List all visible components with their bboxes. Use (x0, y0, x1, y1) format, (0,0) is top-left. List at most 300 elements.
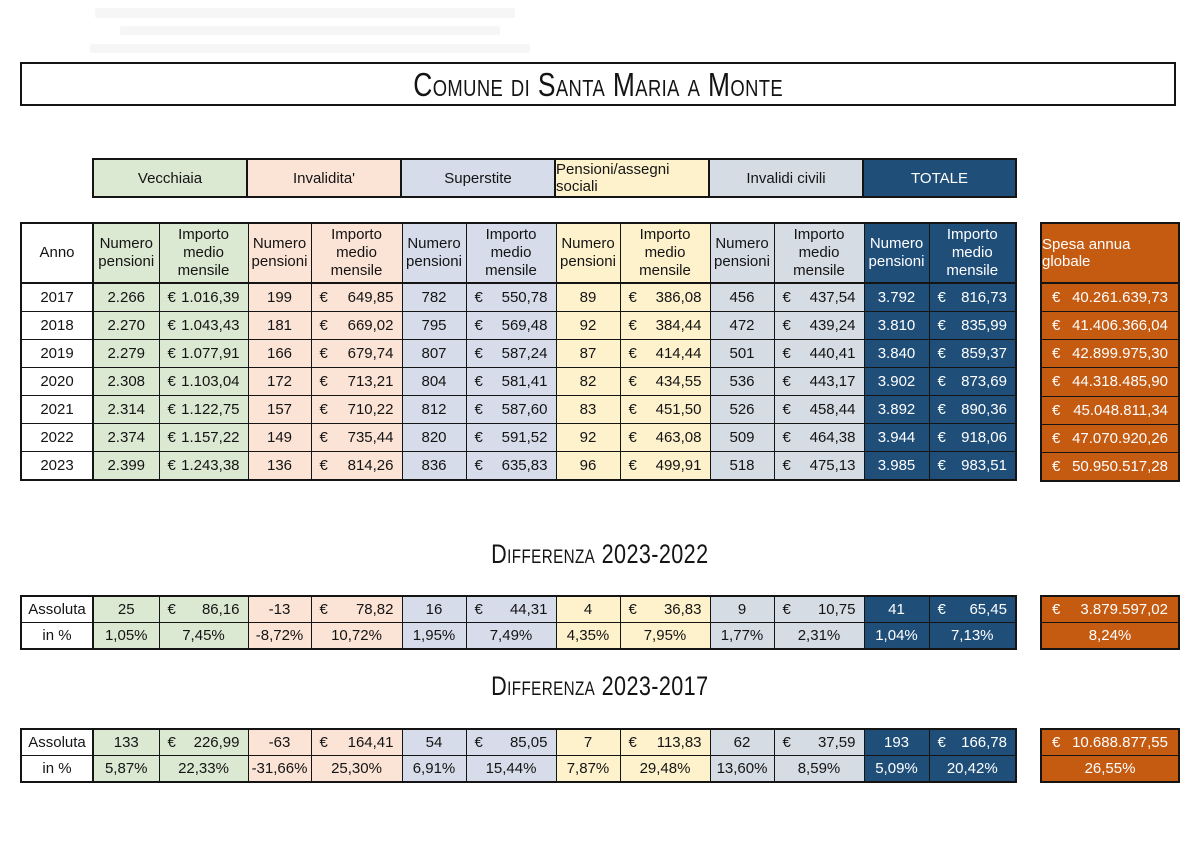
currency-value: 41.406.366,04 (1072, 317, 1168, 335)
numero-cell: 2.374 (93, 424, 159, 452)
diff-percent-cell: 7,95% (620, 623, 710, 650)
currency-value: 44.318.485,90 (1072, 373, 1168, 391)
euro-symbol: € (474, 428, 483, 446)
currency-value: 835,99 (961, 316, 1007, 334)
currency-cell (775, 457, 864, 475)
currency-value: 451,50 (655, 400, 702, 418)
currency-cell (467, 317, 556, 335)
currency-cell (775, 429, 864, 447)
currency-value: 581,41 (501, 372, 548, 390)
numero-cell: 87 (556, 340, 620, 368)
percent-row (21, 623, 1016, 650)
diff-spesa-percent-cell: 8,24% (1042, 622, 1178, 648)
euro-symbol: € (782, 733, 791, 751)
importo-cell (774, 452, 864, 481)
euro-symbol: € (474, 456, 483, 474)
importo-cell (620, 396, 710, 424)
currency-cell (160, 373, 248, 391)
diff-importo-cell (466, 596, 556, 623)
euro-symbol: € (782, 372, 791, 390)
currency-value: 587,60 (501, 400, 548, 418)
diff-percent-cell: 8,59% (774, 756, 864, 783)
currency-value: 86,16 (201, 600, 240, 618)
currency-value: 464,38 (809, 428, 856, 446)
numero-cell: 199 (248, 283, 311, 312)
diff-percent-cell: 1,04% (864, 623, 929, 650)
percent-label: in % (21, 756, 93, 783)
currency-cell (160, 317, 248, 335)
year-cell: 2023 (21, 452, 93, 481)
euro-symbol: € (474, 344, 483, 362)
currency-cell (930, 601, 1016, 619)
numero-cell: 83 (556, 396, 620, 424)
numero-cell: 2.399 (93, 452, 159, 481)
currency-value: 1.243,38 (181, 456, 240, 474)
importo-cell (774, 340, 864, 368)
currency-cell (467, 429, 556, 447)
currency-value: 386,08 (655, 288, 702, 306)
importo-cell (929, 283, 1016, 312)
numero-pensioni-header: Numero pensioni (248, 223, 311, 283)
assoluta-row (21, 596, 1016, 623)
currency-value: 78,82 (355, 600, 394, 618)
year-cell: 2022 (21, 424, 93, 452)
importo-cell (159, 368, 248, 396)
diff-numero-cell: 54 (402, 729, 466, 756)
euro-symbol: € (167, 288, 176, 306)
importo-medio-header: Importo medio mensile (466, 223, 556, 283)
importo-medio-header: Importo medio mensile (159, 223, 248, 283)
page-title-box (20, 62, 1176, 106)
category-header-4: Invalidi civili (710, 160, 864, 196)
diff-percent-cell: 29,48% (620, 756, 710, 783)
importo-cell (311, 424, 402, 452)
currency-cell (775, 289, 864, 307)
currency-value: 37,59 (817, 733, 856, 751)
currency-cell (930, 429, 1016, 447)
euro-symbol: € (319, 733, 328, 751)
diff-spesa-assoluta-cell (1042, 730, 1178, 755)
euro-symbol: € (319, 600, 328, 618)
euro-symbol: € (1052, 373, 1061, 391)
currency-value: 45.048.811,34 (1073, 401, 1168, 419)
currency-value: 164,41 (347, 733, 394, 751)
euro-symbol: € (628, 316, 637, 334)
spesa-cell (1042, 311, 1178, 339)
currency-cell (1042, 397, 1178, 424)
euro-symbol: € (319, 372, 328, 390)
currency-cell (312, 317, 402, 335)
euro-symbol: € (167, 372, 176, 390)
currency-cell (775, 601, 864, 619)
scan-artifact (95, 8, 515, 18)
diff-numero-cell: -13 (248, 596, 311, 623)
currency-cell (621, 401, 710, 419)
numero-cell: 807 (402, 340, 466, 368)
currency-cell (312, 401, 402, 419)
diff-numero-cell: 4 (556, 596, 620, 623)
currency-cell (1042, 368, 1178, 395)
numero-cell: 2.266 (93, 283, 159, 312)
currency-value: 591,52 (501, 428, 548, 446)
euro-symbol: € (319, 428, 328, 446)
euro-symbol: € (474, 400, 483, 418)
currency-cell (930, 734, 1016, 752)
diff-importo-cell (311, 729, 402, 756)
currency-cell (467, 345, 556, 363)
euro-symbol: € (167, 316, 176, 334)
currency-cell (621, 373, 710, 391)
currency-cell (312, 345, 402, 363)
numero-cell: 3.985 (864, 452, 929, 481)
category-header-strip (92, 158, 1017, 198)
currency-cell (312, 457, 402, 475)
euro-symbol: € (937, 372, 946, 390)
currency-value: 1.077,91 (181, 344, 240, 362)
currency-cell (1042, 597, 1178, 622)
currency-cell (312, 601, 402, 619)
importo-cell (311, 312, 402, 340)
importo-cell (159, 396, 248, 424)
importo-cell (929, 368, 1016, 396)
numero-cell: 3.810 (864, 312, 929, 340)
currency-value: 816,73 (961, 288, 1007, 306)
diff-percent-cell: 7,87% (556, 756, 620, 783)
currency-value: 10.688.877,55 (1072, 734, 1168, 751)
euro-symbol: € (1052, 601, 1061, 618)
numero-pensioni-header: Numero pensioni (556, 223, 620, 283)
numero-cell: 2.279 (93, 340, 159, 368)
spesa-cell (1042, 367, 1178, 395)
euro-symbol: € (937, 344, 946, 362)
page-title: Comune di Santa Maria a Monte (413, 65, 783, 103)
currency-cell (930, 373, 1016, 391)
currency-value: 918,06 (961, 428, 1007, 446)
assoluta-label: Assoluta (21, 596, 93, 623)
numero-cell: 536 (710, 368, 774, 396)
importo-medio-header: Importo medio mensile (620, 223, 710, 283)
numero-cell: 136 (248, 452, 311, 481)
currency-value: 710,22 (347, 400, 394, 418)
numero-cell: 526 (710, 396, 774, 424)
category-header-3: Pensioni/assegni sociali (556, 160, 710, 196)
diff-importo-cell (311, 596, 402, 623)
diff-percent-cell: 1,77% (710, 623, 774, 650)
importo-cell (311, 340, 402, 368)
euro-symbol: € (782, 316, 791, 334)
diff-percent-cell: 5,87% (93, 756, 159, 783)
currency-cell (775, 734, 864, 752)
anno-header: Anno (21, 223, 93, 283)
euro-symbol: € (782, 600, 791, 618)
euro-symbol: € (474, 288, 483, 306)
currency-cell (775, 373, 864, 391)
diff-importo-cell (159, 596, 248, 623)
currency-cell (467, 401, 556, 419)
importo-cell (620, 312, 710, 340)
euro-symbol: € (937, 456, 946, 474)
currency-value: 50.950.517,28 (1072, 457, 1168, 475)
currency-cell (467, 734, 556, 752)
currency-cell (621, 429, 710, 447)
numero-cell: 172 (248, 368, 311, 396)
currency-cell (312, 734, 402, 752)
spesa-cell (1042, 339, 1178, 367)
euro-symbol: € (1052, 734, 1061, 751)
currency-value: 1.122,75 (181, 400, 240, 418)
currency-value: 40.261.639,73 (1072, 289, 1168, 307)
diff-numero-cell: 7 (556, 729, 620, 756)
diff-2023-2017-spesa-box (1040, 728, 1180, 783)
currency-cell (775, 317, 864, 335)
euro-symbol: € (474, 372, 483, 390)
numero-cell: 82 (556, 368, 620, 396)
diff-importo-cell (466, 729, 556, 756)
diff-2023-2022-table (20, 595, 1017, 650)
importo-cell (929, 340, 1016, 368)
currency-value: 499,91 (655, 456, 702, 474)
currency-value: 475,13 (809, 456, 856, 474)
numero-cell: 149 (248, 424, 311, 452)
importo-cell (159, 312, 248, 340)
importo-cell (774, 312, 864, 340)
currency-cell (312, 373, 402, 391)
spesa-cell (1042, 396, 1178, 424)
currency-cell (160, 457, 248, 475)
currency-value: 587,24 (501, 344, 548, 362)
currency-value: 44,31 (509, 600, 548, 618)
euro-symbol: € (167, 600, 176, 618)
currency-cell (930, 289, 1016, 307)
importo-cell (620, 452, 710, 481)
currency-cell (160, 734, 248, 752)
importo-cell (620, 283, 710, 312)
table-row (21, 368, 1016, 396)
importo-cell (620, 368, 710, 396)
currency-value: 85,05 (509, 733, 548, 751)
diff-numero-cell: 62 (710, 729, 774, 756)
numero-pensioni-header: Numero pensioni (864, 223, 929, 283)
currency-cell (621, 601, 710, 619)
euro-symbol: € (1052, 429, 1061, 447)
diff-percent-cell: 7,13% (929, 623, 1016, 650)
currency-value: 1.103,04 (181, 372, 240, 390)
currency-value: 439,24 (809, 316, 856, 334)
year-cell: 2020 (21, 368, 93, 396)
currency-value: 226,99 (193, 733, 240, 751)
importo-cell (311, 452, 402, 481)
euro-symbol: € (319, 288, 328, 306)
diff-percent-cell: 7,45% (159, 623, 248, 650)
diff-percent-cell: -8,72% (248, 623, 311, 650)
currency-value: 649,85 (347, 288, 394, 306)
diff-numero-cell: -63 (248, 729, 311, 756)
euro-symbol: € (782, 400, 791, 418)
diff-percent-cell: 1,05% (93, 623, 159, 650)
euro-symbol: € (167, 400, 176, 418)
euro-symbol: € (628, 288, 637, 306)
currency-cell (930, 401, 1016, 419)
diff-importo-cell (774, 729, 864, 756)
euro-symbol: € (628, 600, 637, 618)
category-header-1: Invalidita' (248, 160, 402, 196)
table-row (21, 396, 1016, 424)
numero-cell: 509 (710, 424, 774, 452)
diff-2023-2022-title: Differenza 2023-2022 (491, 539, 709, 569)
euro-symbol: € (1052, 345, 1061, 363)
importo-cell (466, 452, 556, 481)
year-cell: 2019 (21, 340, 93, 368)
euro-symbol: € (1052, 401, 1061, 419)
currency-cell (930, 317, 1016, 335)
importo-cell (466, 312, 556, 340)
importo-cell (466, 283, 556, 312)
spesa-cell (1042, 452, 1178, 480)
diff-numero-cell: 9 (710, 596, 774, 623)
year-cell: 2018 (21, 312, 93, 340)
numero-cell: 456 (710, 283, 774, 312)
diff-percent-cell: 2,31% (774, 623, 864, 650)
currency-cell (467, 457, 556, 475)
importo-cell (620, 424, 710, 452)
currency-cell (775, 401, 864, 419)
currency-value: 113,83 (656, 733, 702, 751)
diff-importo-cell (929, 729, 1016, 756)
assoluta-row (21, 729, 1016, 756)
numero-cell: 3.892 (864, 396, 929, 424)
numero-cell: 782 (402, 283, 466, 312)
currency-value: 713,21 (347, 372, 394, 390)
currency-value: 414,44 (655, 344, 702, 362)
euro-symbol: € (628, 456, 637, 474)
currency-cell (467, 373, 556, 391)
euro-symbol: € (782, 428, 791, 446)
table-row (21, 283, 1016, 312)
numero-cell: 804 (402, 368, 466, 396)
currency-cell (160, 289, 248, 307)
pension-table (20, 222, 1017, 481)
percent-row (21, 756, 1016, 783)
diff-percent-cell: 20,42% (929, 756, 1016, 783)
diff-numero-cell: 193 (864, 729, 929, 756)
currency-value: 635,83 (501, 456, 548, 474)
importo-cell (466, 368, 556, 396)
numero-cell: 3.944 (864, 424, 929, 452)
currency-cell (930, 345, 1016, 363)
numero-cell: 3.840 (864, 340, 929, 368)
currency-cell (467, 289, 556, 307)
table-row (21, 312, 1016, 340)
diff-importo-cell (620, 596, 710, 623)
importo-medio-header: Importo medio mensile (311, 223, 402, 283)
numero-cell: 166 (248, 340, 311, 368)
currency-cell (1042, 425, 1178, 452)
currency-cell (160, 429, 248, 447)
euro-symbol: € (1052, 289, 1061, 307)
importo-cell (774, 424, 864, 452)
euro-symbol: € (628, 428, 637, 446)
year-cell: 2017 (21, 283, 93, 312)
importo-cell (159, 283, 248, 312)
currency-cell (621, 289, 710, 307)
numero-cell: 518 (710, 452, 774, 481)
importo-cell (929, 396, 1016, 424)
diff-spesa-assoluta-cell (1042, 597, 1178, 622)
currency-cell (1042, 340, 1178, 367)
currency-value: 440,41 (809, 344, 856, 362)
importo-cell (311, 283, 402, 312)
euro-symbol: € (474, 600, 483, 618)
diff-percent-cell: 15,44% (466, 756, 556, 783)
table-row (21, 340, 1016, 368)
currency-cell (621, 457, 710, 475)
euro-symbol: € (628, 372, 637, 390)
diff-spesa-percent-cell: 26,55% (1042, 755, 1178, 781)
currency-cell (312, 429, 402, 447)
diff-percent-cell: 25,30% (311, 756, 402, 783)
currency-value: 166,78 (961, 733, 1007, 751)
percent-label: in % (21, 623, 93, 650)
euro-symbol: € (628, 400, 637, 418)
category-header-totale: TOTALE (864, 160, 1015, 196)
currency-value: 1.043,43 (181, 316, 240, 334)
numero-cell: 89 (556, 283, 620, 312)
currency-value: 814,26 (347, 456, 394, 474)
euro-symbol: € (782, 456, 791, 474)
assoluta-label: Assoluta (21, 729, 93, 756)
euro-symbol: € (628, 344, 637, 362)
euro-symbol: € (319, 456, 328, 474)
currency-value: 1.016,39 (181, 288, 240, 306)
euro-symbol: € (937, 733, 946, 751)
diff-percent-cell: 7,49% (466, 623, 556, 650)
euro-symbol: € (1052, 317, 1061, 335)
numero-cell: 472 (710, 312, 774, 340)
importo-cell (466, 424, 556, 452)
diff-percent-cell: 5,09% (864, 756, 929, 783)
currency-cell (1042, 312, 1178, 339)
currency-value: 550,78 (501, 288, 548, 306)
currency-cell (1042, 730, 1178, 755)
diff-2023-2017-title: Differenza 2023-2017 (491, 671, 709, 701)
importo-cell (466, 396, 556, 424)
importo-cell (929, 452, 1016, 481)
numero-cell: 3.902 (864, 368, 929, 396)
numero-cell: 2.314 (93, 396, 159, 424)
euro-symbol: € (937, 600, 946, 618)
euro-symbol: € (937, 400, 946, 418)
numero-cell: 96 (556, 452, 620, 481)
diff-2023-2022-spesa-box (1040, 595, 1180, 650)
currency-cell (160, 401, 248, 419)
currency-value: 983,51 (961, 456, 1007, 474)
currency-value: 42.899.975,30 (1072, 345, 1168, 363)
currency-value: 1.157,22 (181, 428, 240, 446)
currency-value: 569,48 (501, 316, 548, 334)
currency-value: 463,08 (655, 428, 702, 446)
euro-symbol: € (937, 316, 946, 334)
importo-cell (311, 396, 402, 424)
euro-symbol: € (319, 400, 328, 418)
scan-artifact (90, 44, 530, 53)
currency-value: 679,74 (347, 344, 394, 362)
currency-cell (160, 345, 248, 363)
numero-cell: 812 (402, 396, 466, 424)
importo-cell (929, 424, 1016, 452)
spesa-cell (1042, 424, 1178, 452)
diff-percent-cell: 13,60% (710, 756, 774, 783)
euro-symbol: € (782, 344, 791, 362)
